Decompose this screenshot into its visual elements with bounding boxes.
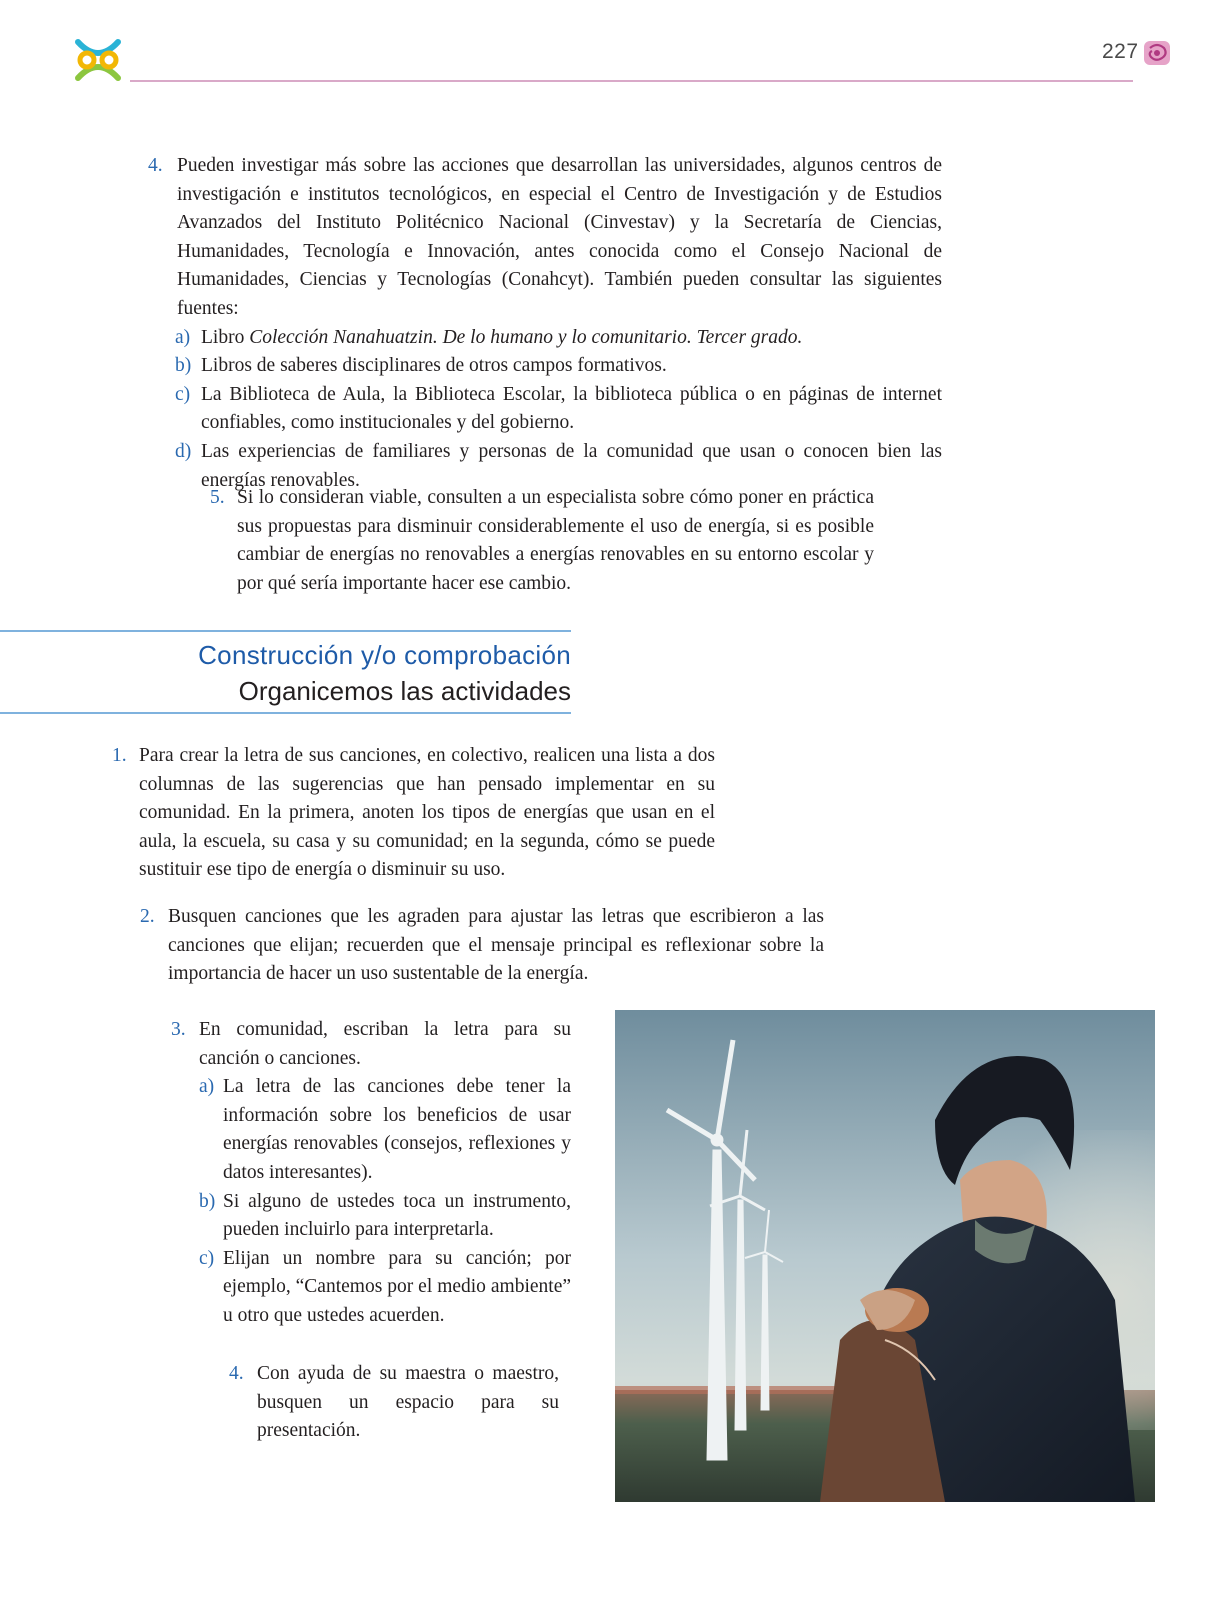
- sub-item-label: a): [175, 326, 191, 348]
- item-number: 4.: [148, 155, 163, 176]
- sub-item-text: Si alguno de ustedes toca un instrumento, pueden incluirlo para interpretarla.: [223, 1190, 571, 1241]
- header-rule: [130, 80, 1133, 82]
- sub-item-c: [175, 381, 942, 438]
- colorful-x-logo-icon: [72, 34, 124, 86]
- sub-item-text: Las experiencias de familiares y personas de la comunidad que usan o conocen bien las energías renovables.: [201, 440, 942, 491]
- sub-item-label: d): [175, 440, 192, 462]
- item-text: Pueden investigar más sobre las acciones que desarrollan las universidades, algunos centros de investigación e institutos tecnológicos, en especial el Centro de Investigación y de Estudios Avanzados del Instituto Politécnico Nacional (Cinvestav) y la Secretaría de Ciencias, Humanidades, Tecnología e Innovación, antes conocida como el Consejo Nacional de Humanidades, Ciencias y Tecnologías (Conahcyt). También pueden consultar las siguientes fuentes:: [177, 155, 942, 319]
- list-item-3: [171, 1016, 571, 1331]
- item-text: Con ayuda de su maestra o maestro, busquen un espacio para su presentación.: [257, 1363, 559, 1442]
- item-number: 3.: [171, 1019, 186, 1040]
- item-text: En comunidad, escriban la letra para su canción o canciones.: [199, 1019, 571, 1069]
- list-item-4b: [229, 1360, 559, 1446]
- pink-glyph-ornament-icon: [1142, 38, 1172, 68]
- sub-item-text-plain: Libro: [201, 326, 250, 348]
- sub-item-label: b): [199, 1190, 216, 1212]
- book-title: Colección Nanahuatzin. De lo humano y lo comunitario. Tercer grado.: [249, 326, 803, 348]
- sub-list: [148, 324, 942, 496]
- item-number: 1.: [112, 745, 127, 766]
- sub-item-text: La letra de las canciones debe tener la información sobre los beneficios de usar energías renovables (consejos, reflexiones y datos interesantes).: [223, 1076, 571, 1183]
- list-item-2: [140, 903, 824, 989]
- sub-item-text: Libros de saberes disciplinares de otros campos formativos.: [201, 355, 667, 377]
- sub-item-label: c): [175, 383, 191, 405]
- page-number: 227: [1102, 40, 1139, 63]
- photo-illustration: [615, 1010, 1155, 1502]
- sub-item-text: Elijan un nombre para su canción; por ejemplo, “Cantemos por el medio ambiente” u otro que ustedes acuerden.: [223, 1247, 571, 1326]
- section-bottom-rule: [0, 712, 571, 714]
- sub-item-c: [199, 1245, 571, 1331]
- sub-item-text: La Biblioteca de Aula, la Biblioteca Escolar, la biblioteca pública o en páginas de internet confiables, como institucionales y del gobierno.: [201, 383, 942, 434]
- sub-item-b: [199, 1188, 571, 1245]
- sub-item-label: c): [199, 1247, 215, 1269]
- item-text: Busquen canciones que les agraden para ajustar las letras que escribieron a las canciones que elijan; recuerden que el mensaje principal es reflexionar sobre la importancia de hacer un uso sustentable de la energía.: [168, 906, 824, 985]
- sub-item-text: [201, 324, 942, 353]
- sub-item-a: [199, 1073, 571, 1187]
- list-item-1: [112, 742, 715, 885]
- item-text: Si lo consideran viable, consulten a un especialista sobre cómo poner en práctica sus propuestas para disminuir considerablemente el uso de energía, si es posible cambiar de energías no renovables a energías renovables en su entorno escolar y por qué sería importante hacer ese cambio.: [237, 487, 874, 594]
- item-number: 4.: [229, 1363, 244, 1384]
- section-title: Construcción y/o comprobación: [198, 640, 571, 670]
- item-text: Para crear la letra de sus canciones, en colectivo, realicen una lista a dos columnas de las sugerencias que han pensado implementar en su comunidad. En la primera, anoten los tipos de energías que usan en el aula, la escuela, su casa y su comunidad; en la segunda, cómo se puede sustituir ese tipo de energía o disminuir su uso.: [139, 745, 715, 881]
- item-number: 2.: [140, 906, 155, 927]
- sub-list: [171, 1073, 571, 1330]
- list-item-5: [210, 484, 874, 598]
- list-item-4: [148, 152, 942, 324]
- item-number: 5.: [210, 487, 225, 508]
- young-person-with-guitar-and-wind-turbines-photo: [615, 1010, 1155, 1502]
- sub-item-b: [175, 352, 942, 381]
- activity-list-1: [148, 152, 942, 495]
- sub-item-a: [175, 324, 942, 353]
- sub-item-label: a): [199, 1076, 215, 1098]
- sub-item-label: b): [175, 355, 192, 377]
- section-top-rule: [0, 630, 571, 632]
- section-subtitle: Organicemos las actividades: [238, 676, 571, 706]
